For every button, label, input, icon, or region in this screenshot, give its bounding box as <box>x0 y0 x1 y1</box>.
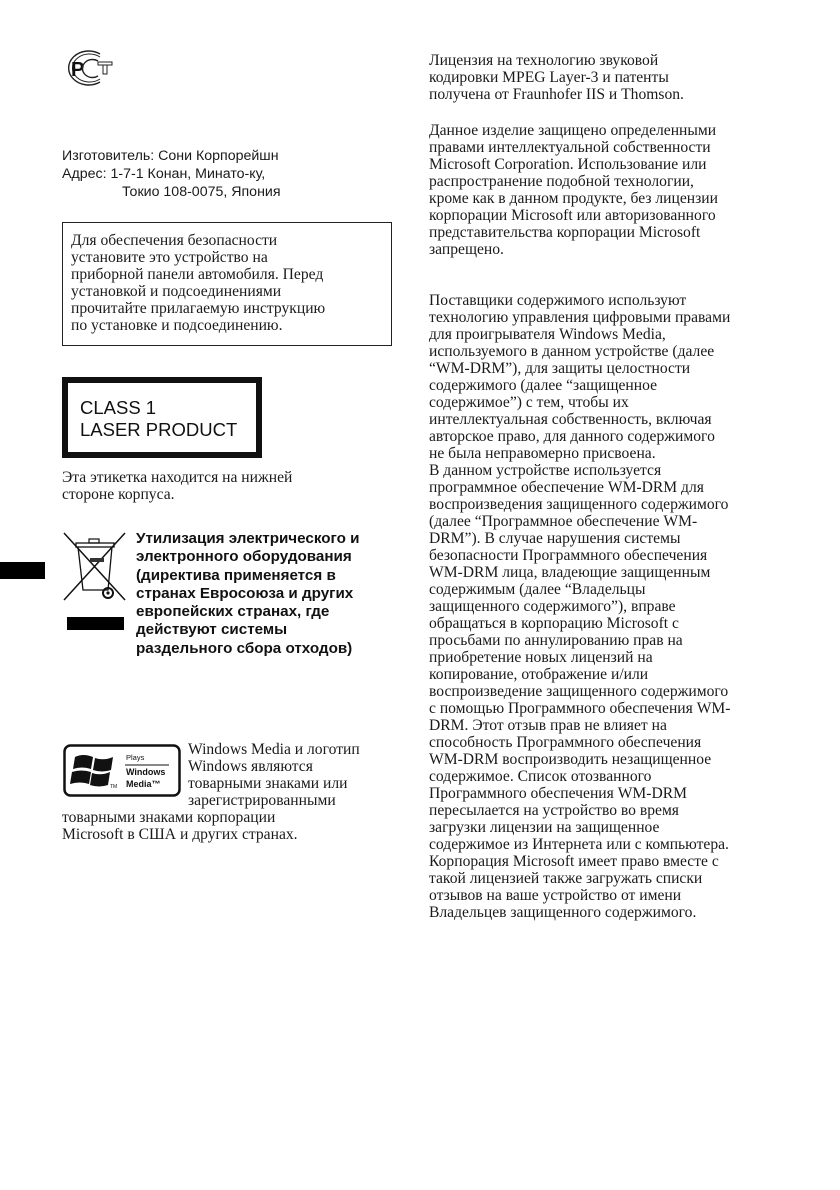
paragraph-line: копирование, отображение и/или <box>429 666 649 683</box>
paragraph-line: безопасности Программного обеспечения <box>429 547 708 564</box>
address-line: Адрес: 1-7-1 Конан, Минато-ку, <box>62 166 266 182</box>
paragraph-line: не была неправомерно присвоена. <box>429 445 656 462</box>
note-line: Эта этикетка находится на нижней <box>62 469 293 486</box>
paragraph-line: программное обеспечение WM-DRM для <box>429 479 704 496</box>
address-line: Токио 108-0075, Япония <box>122 184 281 200</box>
paragraph-line: корпорации Microsoft или авторизованного <box>429 207 716 224</box>
paragraph-line: просьбами по аннулированию прав на <box>429 632 683 649</box>
notice-line: установите это устройство на <box>71 249 268 266</box>
trademark-line: товарными знаками или <box>188 775 348 792</box>
paragraph-line: кроме как в данном продукте, без лицензии <box>429 190 718 207</box>
paragraph-line: (далее “Программное обеспечение WM- <box>429 513 698 530</box>
paragraph-line: технологию управления цифровыми правами <box>429 309 731 326</box>
trademark-line: зарегистрированными <box>188 792 336 809</box>
paragraph-line: авторское право, для данного содержимого <box>429 428 715 445</box>
paragraph-line: пересылается на устройство во время <box>429 802 679 819</box>
paragraph-line: приобретение новых лицензий на <box>429 649 653 666</box>
weee-line: действуют системы <box>136 621 288 639</box>
paragraph-line: загрузки лицензии на защищенное <box>429 819 660 836</box>
paragraph-line: DRM”). В случае нарушения системы <box>429 530 681 547</box>
paragraph-line: WM-DRM лица, владеющие защищенным <box>429 564 711 581</box>
paragraph-line: “WM-DRM”), для защиты целостности <box>429 360 691 377</box>
weee-line: европейских странах, где <box>136 603 330 621</box>
svg-text:Plays: Plays <box>126 753 145 762</box>
notice-line: установкой и подсоединениями <box>71 283 282 300</box>
notice-line: по установке и подсоединению. <box>71 317 283 334</box>
laser-product: LASER PRODUCT <box>80 419 238 440</box>
windows-media-trademark-text-cont <box>62 809 298 843</box>
weee-line: Утилизация электрического и <box>136 530 360 547</box>
paragraph-line: содержимое из Интернета или с компьютера. <box>429 836 729 853</box>
notice-line: приборной панели автомобиля. Перед <box>71 266 324 283</box>
rostest-pct-icon <box>62 48 118 88</box>
paragraph-line: воспроизведение защищенного содержимого <box>429 683 729 700</box>
paragraph-line: Владельцев защищенного содержимого. <box>429 904 697 921</box>
paragraph-line: содержимого (далее “защищенное <box>429 377 657 394</box>
paragraph-line: получена от Fraunhofer IIS и Thomson. <box>429 86 684 103</box>
paragraph-line: интеллектуальная собственность, включая <box>429 411 712 428</box>
paragraph-line: отзывов на ваше устройство от имени <box>429 887 682 904</box>
trademark-line: товарными знаками корпорации <box>62 809 276 826</box>
paragraph-line: В данном устройстве используется <box>429 462 662 479</box>
weee-disposal-notice <box>136 530 359 658</box>
notice-line: прочитайте прилагаемую инструкцию <box>71 300 326 317</box>
microsoft-ip-paragraph <box>429 122 769 258</box>
paragraph-line: Поставщики содержимого используют <box>429 292 687 309</box>
crossed-out-wheelie-bin-icon <box>62 530 128 635</box>
paragraph-line: содержимое”) с тем, чтобы их <box>429 394 629 411</box>
paragraph-line: WM-DRM воспроизводить незащищенное <box>429 751 712 768</box>
trademark-line: Windows являются <box>188 758 313 775</box>
notice-line: Для обеспечения безопасности <box>71 232 278 249</box>
weee-line: странах Евросоюза и других <box>136 584 354 602</box>
trademark-line: Microsoft в США и других странах. <box>62 826 298 843</box>
weee-line: (директива применяется в <box>136 566 336 584</box>
svg-text:Windows: Windows <box>126 767 166 777</box>
paragraph-line: Корпорация Microsoft имеет право вместе с <box>429 853 719 870</box>
paragraph-line: DRM. Этот отзыв прав не влияет на <box>429 717 667 734</box>
manufacturer-info <box>62 147 281 201</box>
safety-notice-box <box>62 222 392 346</box>
note-line: стороне корпуса. <box>62 486 175 503</box>
paragraph-line: способность Программного обеспечения <box>429 734 702 751</box>
paragraph-line: правами интеллектуальной собственности <box>429 139 711 156</box>
paragraph-line: обращаться в корпорацию Microsoft с <box>429 615 679 632</box>
wm-drm-paragraph <box>429 292 769 921</box>
manufacturer-line: Изготовитель: Сони Корпорейшн <box>62 148 279 164</box>
paragraph-line: для проигрывателя Windows Media, <box>429 326 666 343</box>
windows-media-trademark-text <box>188 741 360 809</box>
svg-text:Media™: Media™ <box>126 779 161 789</box>
paragraph-line: Лицензия на технологию звуковой <box>429 52 659 69</box>
paragraph-line: с помощью Программного обеспечения WM- <box>429 700 731 717</box>
paragraph-line: содержимое. Список отозванного <box>429 768 652 785</box>
plays-windows-media-logo <box>63 744 181 797</box>
paragraph-line: воспроизведения защищенного содержимого <box>429 496 729 513</box>
paragraph-line: Microsoft Corporation. Использование или <box>429 156 707 173</box>
mpeg-license-paragraph <box>429 52 769 103</box>
legal-notices-column <box>429 52 769 940</box>
trademark-line: Windows Media и логотип <box>188 741 360 758</box>
svg-text:P: P <box>71 59 85 81</box>
section-tab-marker <box>0 562 45 579</box>
weee-line: раздельного сбора отходов) <box>136 639 353 657</box>
laser-class: CLASS 1 <box>80 397 157 418</box>
paragraph-line: запрещено. <box>429 241 504 258</box>
paragraph-line: распространение подобной технологии, <box>429 173 694 190</box>
paragraph-line: используемого в данном устройстве (далее <box>429 343 715 360</box>
paragraph-line: содержимым (далее “Владельцы <box>429 581 646 598</box>
paragraph-line: Программного обеспечения WM-DRM <box>429 785 688 802</box>
paragraph-line: защищенного содержимого”), вправе <box>429 598 676 615</box>
paragraph-line: представительства корпорации Microsoft <box>429 224 701 241</box>
paragraph-line: кодировки MPEG Layer-3 и патенты <box>429 69 669 86</box>
laser-class-label <box>62 377 262 458</box>
paragraph-line: Данное изделие защищено определенными <box>429 122 717 139</box>
laser-label-note <box>62 469 292 503</box>
weee-line: электронного оборудования <box>136 548 352 566</box>
paragraph-line: такой лицензией также загружать списки <box>429 870 703 887</box>
svg-text:TM: TM <box>110 784 118 790</box>
